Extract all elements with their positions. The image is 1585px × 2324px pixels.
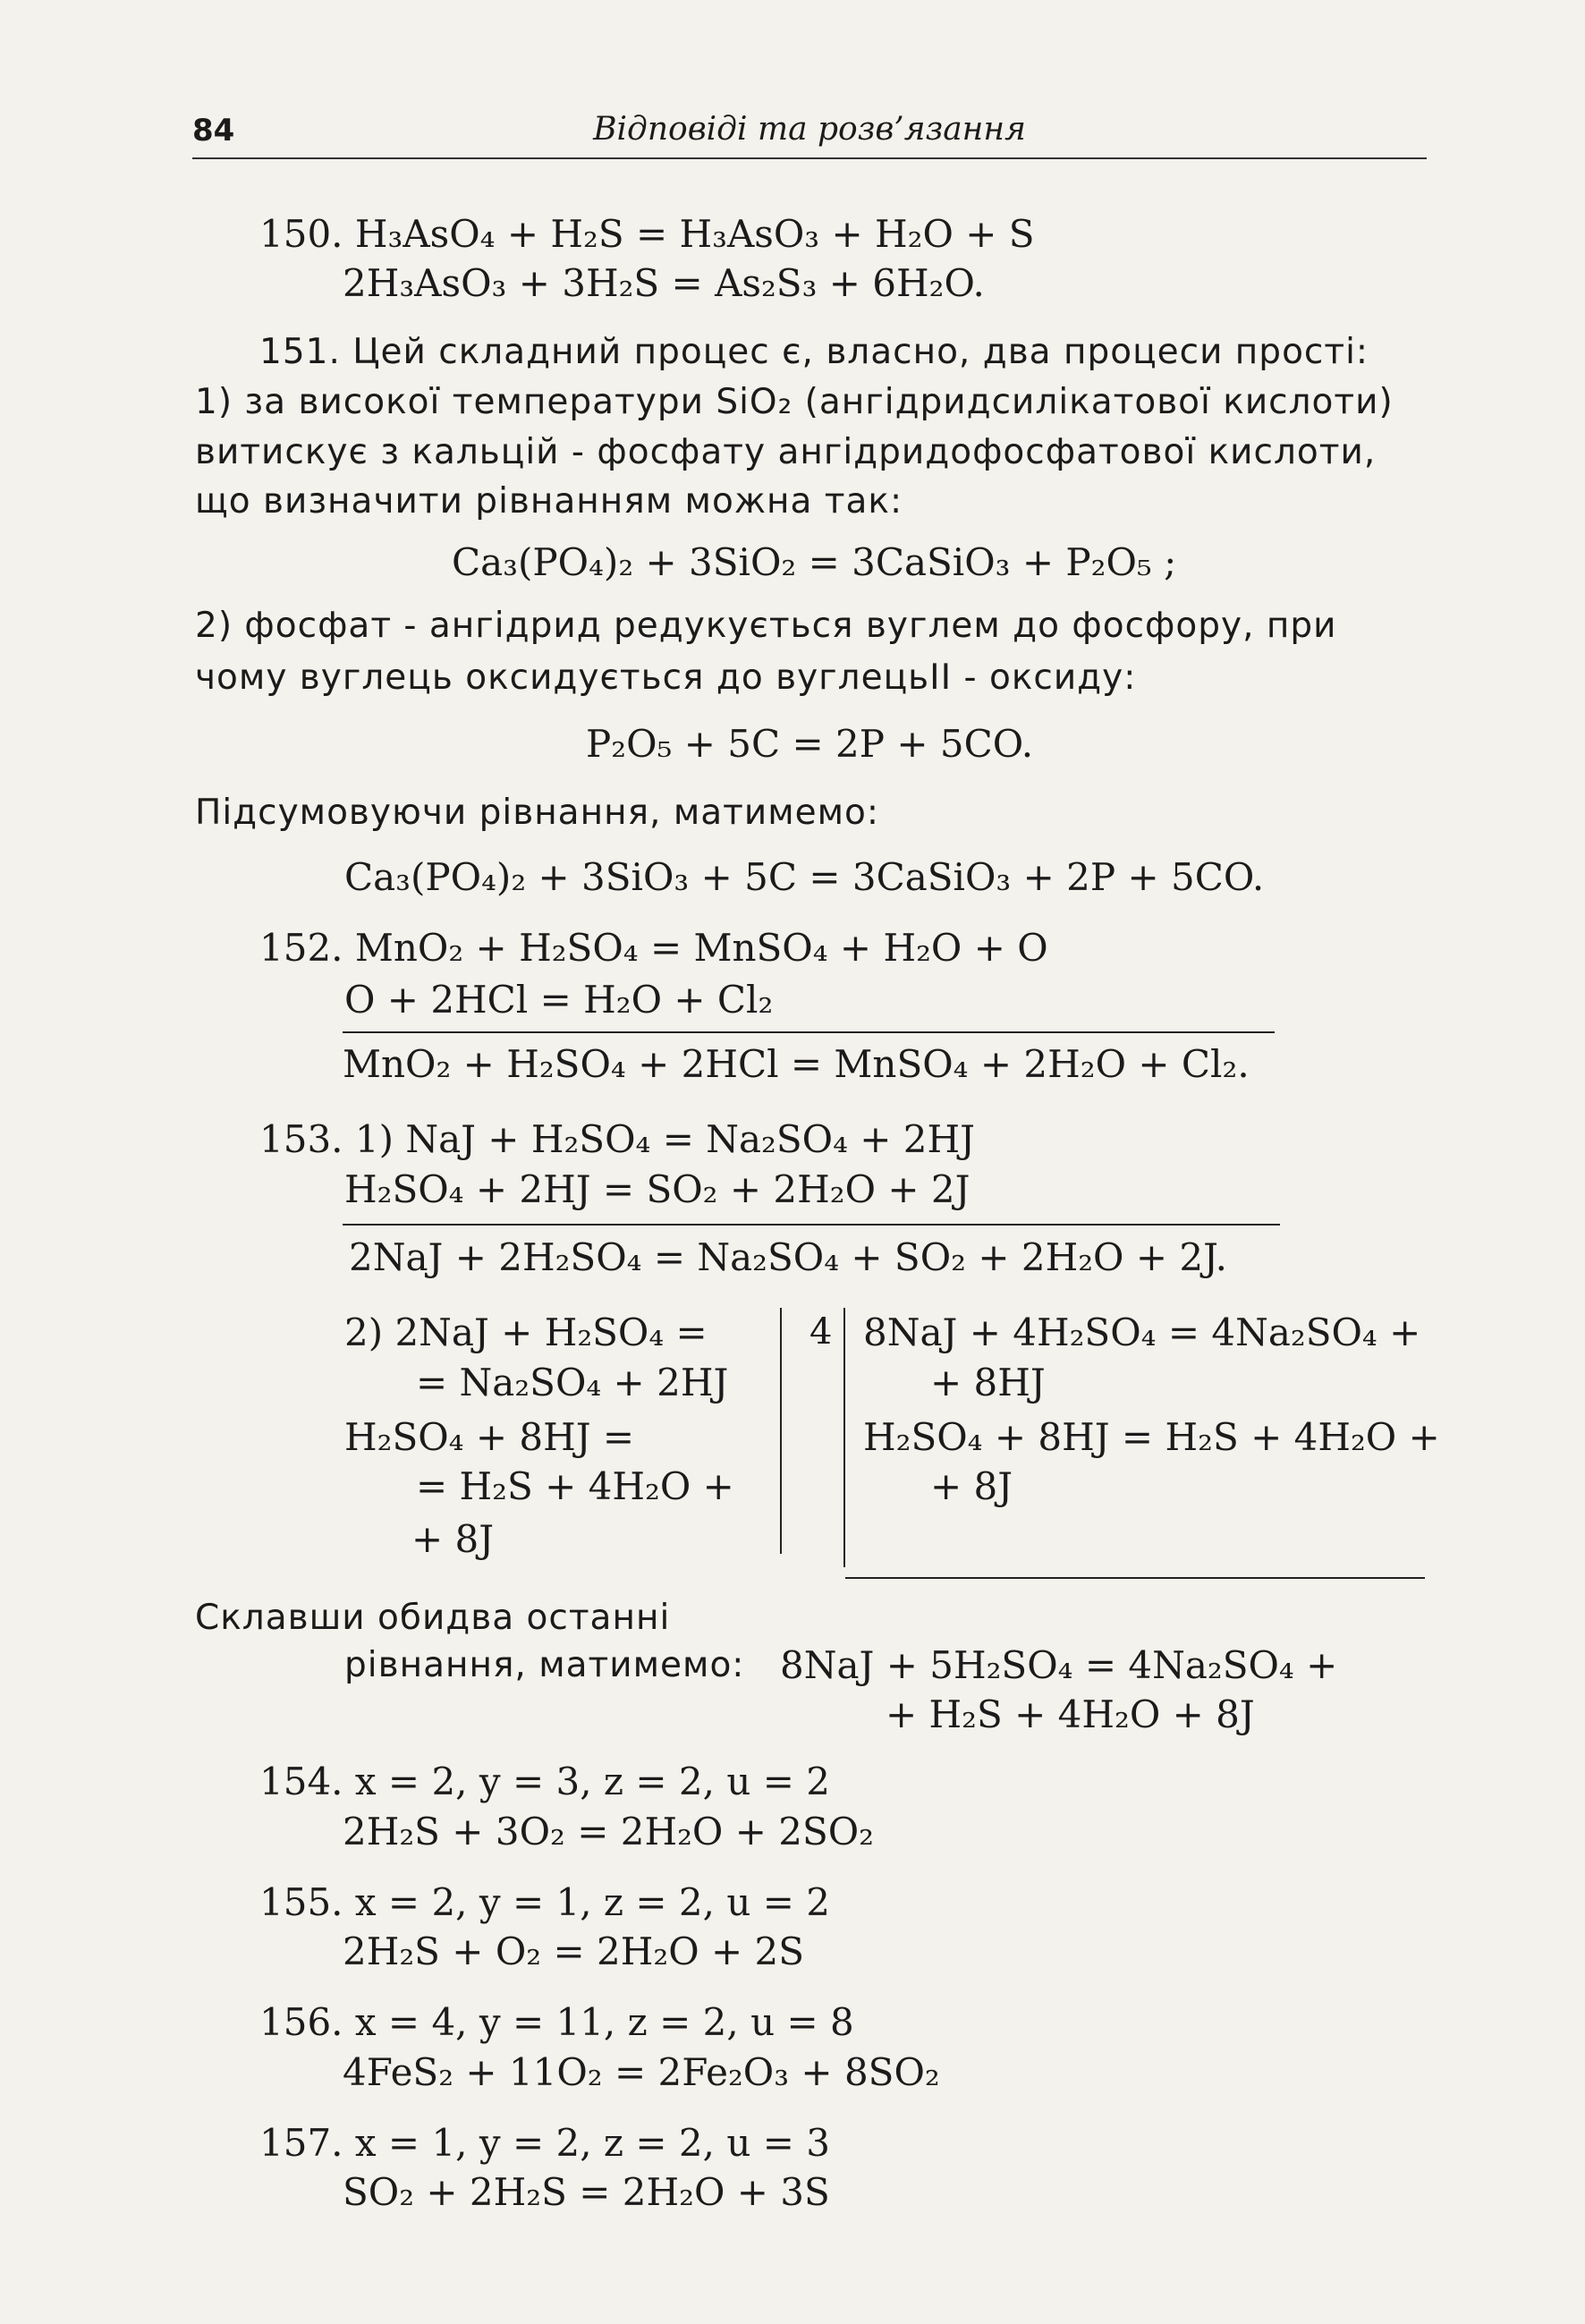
text-151-6: чому вуглець оксидується до вуглецьII - оксиду: — [195, 657, 1137, 698]
eq-156-1: 156. x = 4, y = 11, z = 2, u = 8 — [259, 2000, 854, 2044]
eq-153-1: 153. 1) NaJ + H₂SO₄ = Na₂SO₄ + 2HJ — [259, 1117, 975, 1161]
sum-rule-153b — [845, 1577, 1425, 1579]
multiplier: 4 — [809, 1311, 833, 1353]
eq-153-6: H₂SO₄ + 8HJ = — [344, 1415, 635, 1459]
eq-155-2: 2H₂S + O₂ = 2H₂O + 2S — [343, 1930, 805, 1973]
text-153-1: Склавши обидва останні — [195, 1598, 671, 1638]
eq-151-2: P₂O₅ + 5C = 2P + 5CO. — [586, 722, 1034, 766]
sum-rule-152 — [343, 1031, 1275, 1033]
eq-152-2: O + 2HCl = H₂O + Cl₂ — [344, 978, 774, 1022]
text-151-4: що визначити рівнанням можна так: — [195, 481, 903, 522]
running-header — [192, 106, 1427, 159]
eq-153-9: 8NaJ + 4H₂SO₄ = 4Na₂SO₄ + — [863, 1310, 1421, 1354]
sum-rule-153 — [343, 1224, 1280, 1226]
text-151-2: 1) за високої температури SiO₂ (ангідридсилікатової кислоти) — [195, 382, 1394, 422]
header-rule — [192, 157, 1427, 159]
eq-150-1: 150. H₃AsO₄ + H₂S = H₃AsO₃ + H₂O + S — [259, 212, 1035, 256]
eq-153-14: + H₂S + 4H₂O + 8J — [886, 1692, 1255, 1736]
eq-153-2: H₂SO₄ + 2HJ = SO₂ + 2H₂O + 2J — [344, 1167, 970, 1211]
header-title: Відповіді та розв’язання — [593, 111, 1026, 148]
eq-152-1: 152. MnO₂ + H₂SO₄ = MnSO₄ + H₂O + O — [259, 926, 1048, 970]
eq-153-4: 2) 2NaJ + H₂SO₄ = — [344, 1310, 708, 1354]
eq-155-1: 155. x = 2, y = 1, z = 2, u = 2 — [259, 1880, 831, 1924]
eq-153-3: 2NaJ + 2H₂SO₄ = Na₂SO₄ + SO₂ + 2H₂O + 2J. — [349, 1235, 1228, 1279]
eq-153-11: H₂SO₄ + 8HJ = H₂S + 4H₂O + — [863, 1415, 1440, 1459]
eq-157-1: 157. x = 1, y = 2, z = 2, u = 3 — [259, 2121, 831, 2165]
eq-154-1: 154. x = 2, y = 3, z = 2, u = 2 — [259, 1760, 831, 1803]
eq-156-2: 4FeS₂ + 11O₂ = 2Fe₂O₃ + 8SO₂ — [343, 2050, 940, 2094]
eq-150-2: 2H₃AsO₃ + 3H₂S = As₂S₃ + 6H₂O. — [343, 261, 985, 305]
eq-157-2: SO₂ + 2H₂S = 2H₂O + 3S — [343, 2170, 830, 2214]
eq-152-3: MnO₂ + H₂SO₄ + 2HCl = MnSO₄ + 2H₂O + Cl₂. — [343, 1042, 1250, 1086]
eq-153-8: + 8J — [411, 1517, 495, 1561]
eq-153-7: = H₂S + 4H₂O + — [416, 1464, 734, 1508]
eq-153-12: + 8J — [930, 1464, 1013, 1508]
text-153-2: рівнання, матимемо: — [344, 1645, 745, 1685]
text-151-5: 2) фосфат - ангідрид редукується вуглем до фосфору, при — [195, 606, 1337, 646]
eq-151-3: Ca₃(PO₄)₂ + 3SiO₃ + 5C = 3CaSiO₃ + 2P + 5CO. — [344, 855, 1265, 899]
column-divider-right — [843, 1308, 845, 1567]
text-151-7: Підсумовуючи рівнання, матимемо: — [195, 793, 880, 833]
column-divider-left — [780, 1308, 782, 1554]
text-151-1: 151. Цей складний процес є, власно, два процеси прості: — [259, 332, 1369, 372]
text-151-3: витискує з кальцій - фосфату ангідридофосфатової кислоти, — [195, 432, 1377, 472]
eq-153-5: = Na₂SO₄ + 2HJ — [416, 1361, 729, 1404]
eq-153-10: + 8HJ — [930, 1361, 1046, 1404]
eq-154-2: 2H₂S + 3O₂ = 2H₂O + 2SO₂ — [343, 1810, 875, 1853]
eq-153-13: 8NaJ + 5H₂SO₄ = 4Na₂SO₄ + — [780, 1643, 1338, 1687]
page-number: 84 — [192, 113, 235, 148]
eq-151-1: Ca₃(PO₄)₂ + 3SiO₂ = 3CaSiO₃ + P₂O₅ ; — [452, 540, 1177, 584]
